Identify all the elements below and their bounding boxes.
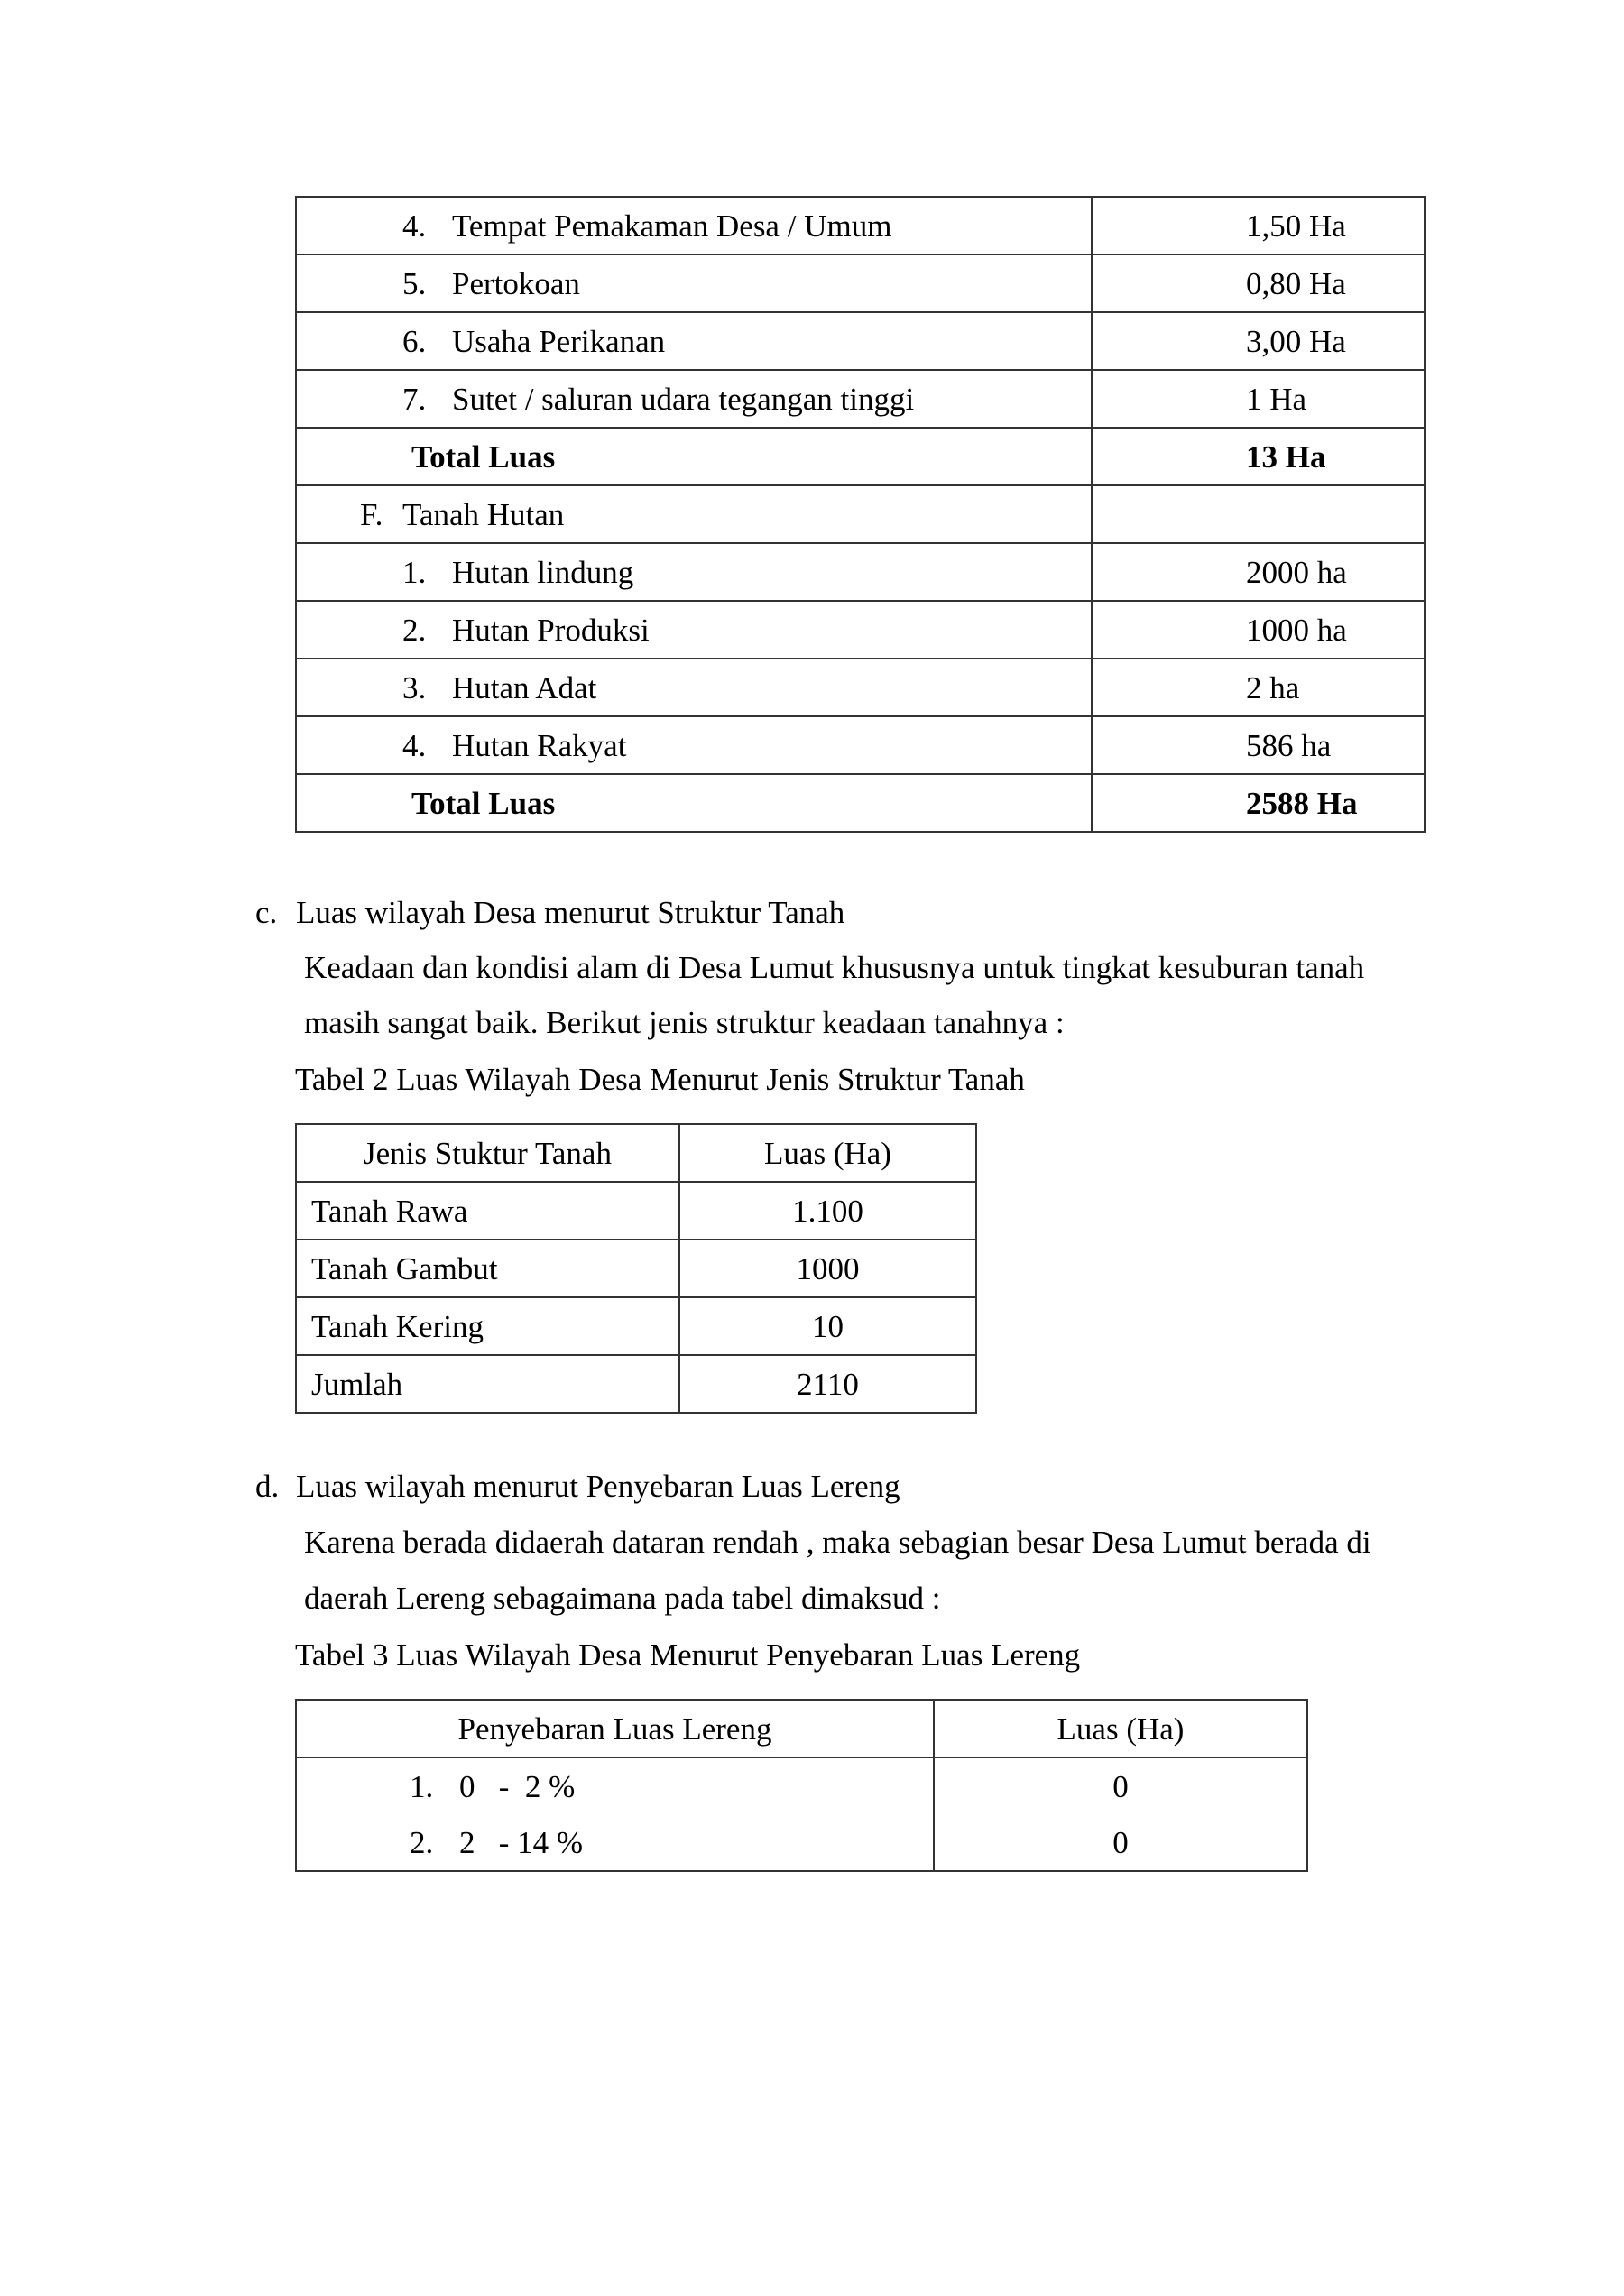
table-cell-label	[296, 197, 1092, 254]
table-cell-value	[1092, 485, 1425, 543]
table-row	[296, 312, 1425, 370]
item-label: Hutan Adat	[452, 669, 597, 705]
section-title: Luas wilayah Desa menurut Struktur Tanah	[296, 895, 845, 930]
table-cell-label	[296, 1757, 934, 1814]
table-header-row	[296, 1124, 976, 1182]
section-marker: d.	[255, 1469, 280, 1504]
table-row	[296, 197, 1425, 254]
table-cell-value: 1000	[679, 1240, 976, 1297]
item-label: Tempat Pemakaman Desa / Umum	[452, 207, 892, 244]
table-cell-value: 586 ha	[1092, 716, 1425, 774]
table-cell-value: 1 Ha	[1092, 370, 1425, 428]
table-row	[296, 716, 1425, 774]
section-title: Tanah Hutan	[402, 496, 565, 532]
table-cell-value: 0	[934, 1757, 1307, 1814]
table-cell-label	[296, 312, 1092, 370]
section-heading	[255, 897, 844, 928]
section-heading	[255, 1471, 900, 1502]
table-row	[296, 1240, 976, 1297]
item-number: 5.	[402, 265, 427, 301]
soil-structure-table	[295, 1123, 977, 1414]
table-header-row	[296, 1700, 1307, 1757]
total-value: 13 Ha	[1092, 428, 1425, 485]
table-cell-value: 2 ha	[1092, 659, 1425, 716]
item-label: Hutan Rakyat	[452, 727, 627, 763]
table-row	[296, 543, 1425, 601]
item-label: Sutet / saluran udara tegangan tinggi	[452, 381, 915, 417]
table-cell-label	[296, 543, 1092, 601]
total-label: Total Luas	[296, 428, 1092, 485]
paragraph-line: Keadaan dan kondisi alam di Desa Lumut khususnya untuk tingkat kesuburan tanah	[304, 950, 1365, 985]
table-row	[296, 370, 1425, 428]
table-row	[296, 1182, 976, 1240]
total-row	[296, 774, 1425, 832]
table-cell-value: 3,00 Ha	[1092, 312, 1425, 370]
table-cell-value: 0,80 Ha	[1092, 254, 1425, 312]
total-label: Total Luas	[296, 774, 1092, 832]
table-cell-label	[296, 601, 1092, 659]
item-number: 2.	[402, 612, 427, 648]
land-use-table	[295, 196, 1426, 833]
section-title: Luas wilayah menurut Penyebaran Luas Lereng	[296, 1469, 900, 1504]
table-row	[296, 254, 1425, 312]
paragraph-line: Karena berada didaerah dataran rendah , maka sebagian besar Desa Lumut berada di	[304, 1525, 1371, 1560]
table-cell-value: 2000 ha	[1092, 543, 1425, 601]
table-cell-value: 10	[679, 1297, 976, 1355]
item-label: Usaha Perikanan	[452, 323, 666, 359]
item-label: 2 - 14 %	[459, 1824, 584, 1860]
item-label: Pertokoan	[452, 265, 580, 301]
section-label	[296, 485, 1092, 543]
column-header: Penyebaran Luas Lereng	[296, 1700, 934, 1757]
item-number: 1.	[402, 554, 427, 590]
paragraph-line: daerah Lereng sebagaimana pada tabel dimaksud :	[304, 1581, 941, 1616]
item-number: 4.	[402, 207, 427, 244]
item-number: 3.	[402, 669, 427, 705]
table-cell-label	[296, 659, 1092, 716]
table-cell-label	[296, 1814, 934, 1871]
table-row	[296, 1355, 976, 1413]
table-cell-value: 2110	[679, 1355, 976, 1413]
table-cell-label: Jumlah	[296, 1355, 679, 1413]
table-cell-label: Tanah Gambut	[296, 1240, 679, 1297]
table-cell-value: 1,50 Ha	[1092, 197, 1425, 254]
column-header: Luas (Ha)	[934, 1700, 1307, 1757]
item-label: Hutan Produksi	[452, 612, 650, 648]
item-number: 1.	[410, 1768, 434, 1804]
table-row	[296, 601, 1425, 659]
table-cell-label: Tanah Rawa	[296, 1182, 679, 1240]
table-row	[296, 1297, 976, 1355]
section-row	[296, 485, 1425, 543]
table-cell-label	[296, 254, 1092, 312]
column-header: Luas (Ha)	[679, 1124, 976, 1182]
column-header: Jenis Stuktur Tanah	[296, 1124, 679, 1182]
paragraph-line: masih sangat baik. Berikut jenis struktur keadaan tanahnya :	[304, 1005, 1065, 1040]
item-number: 7.	[402, 381, 427, 417]
table-row	[296, 1814, 1307, 1871]
item-label: Hutan lindung	[452, 554, 634, 590]
table-row	[296, 1757, 1307, 1814]
table-cell-value: 0	[934, 1814, 1307, 1871]
section-marker: F.	[360, 496, 383, 532]
item-label: 0 - 2 %	[459, 1768, 576, 1804]
table-row	[296, 659, 1425, 716]
table-cell-label	[296, 370, 1092, 428]
item-number: 4.	[402, 727, 427, 763]
item-number: 6.	[402, 323, 427, 359]
table-cell-label	[296, 716, 1092, 774]
total-row	[296, 428, 1425, 485]
slope-distribution-table	[295, 1699, 1308, 1872]
table-caption: Tabel 2 Luas Wilayah Desa Menurut Jenis Struktur Tanah	[295, 1062, 1025, 1097]
table-cell-label: Tanah Kering	[296, 1297, 679, 1355]
total-value: 2588 Ha	[1092, 774, 1425, 832]
section-marker: c.	[255, 895, 278, 930]
table-caption: Tabel 3 Luas Wilayah Desa Menurut Penyebaran Luas Lereng	[295, 1637, 1081, 1673]
item-number: 2.	[410, 1824, 434, 1860]
table-cell-value: 1000 ha	[1092, 601, 1425, 659]
table-cell-value: 1.100	[679, 1182, 976, 1240]
